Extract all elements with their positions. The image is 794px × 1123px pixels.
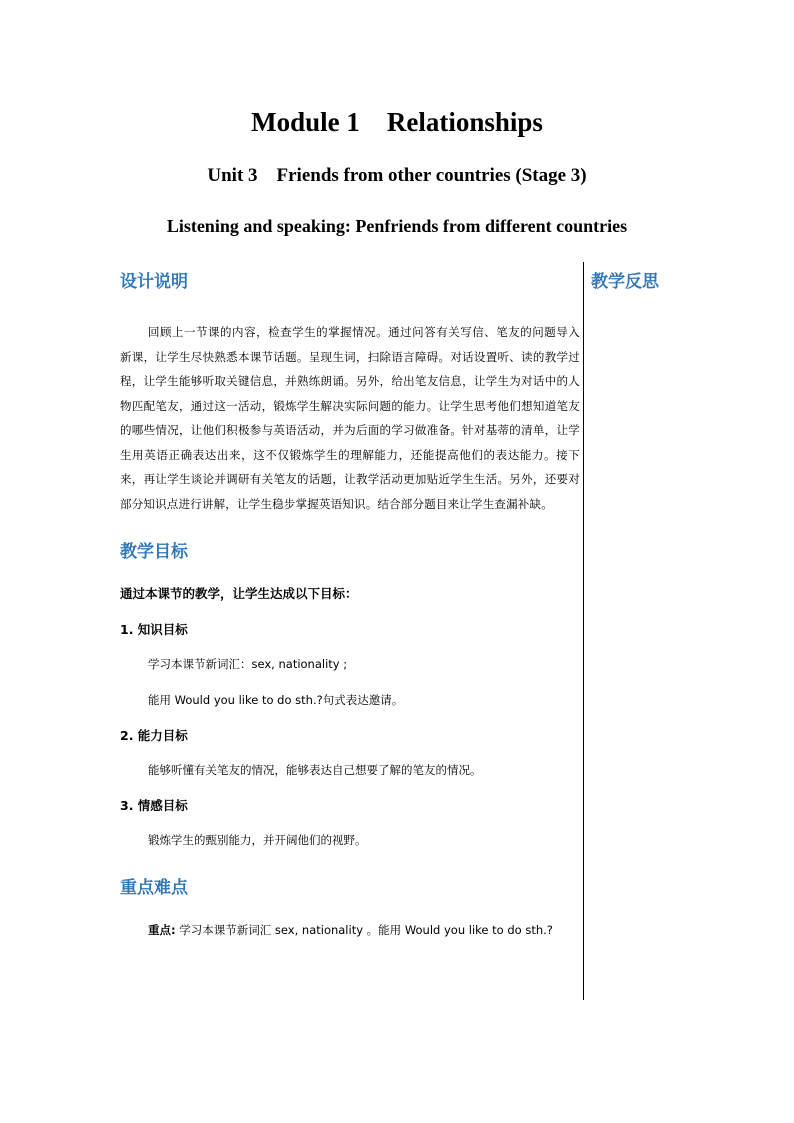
key-points-text: 学习本课节新词汇 sex, nationality 。能用 Would you like to do sth.?: [175, 923, 553, 937]
design-notes-heading: 设计说明: [120, 272, 188, 292]
key-points-heading: 重点难点: [120, 878, 188, 898]
objectives-heading: 教学目标: [120, 542, 188, 562]
lesson-title: Listening and speaking: Penfriends from different countries: [166, 216, 628, 236]
column-divider: [583, 262, 584, 1000]
reflection-heading: 教学反思: [591, 272, 659, 292]
reflection-column: [591, 262, 741, 294]
key-points-label: 重点:: [148, 923, 176, 937]
knowledge-item: 能用 Would you like to do sth.?句式表达邀请。: [148, 693, 404, 707]
design-notes-paragraph: 回顾上一节课的内容，检查学生的掌握情况。通过问答有关写信、笔友的问题导入新课，让学生尽快熟悉本课节话题。呈现生词，扫除语言障碍。对话设置听、读的教学过程，让学生能够听取关键信息，并熟练朗诵。另外，给出笔友信息，让学生为对话中的人物匹配笔友，通过这一活动，锻炼学生解决实际问题的能力。让学生思考他们想知道笔友的哪些情况，让他们积极参与英语活动，并为后面的学习做准备。针对基蒂的清单，让学生用英语正确表达出来，这不仅锻炼学生的理解能力，还能提高他们的表达能力。接下来，再让学生谈论并调研有关笔友的话题，让教学活动更加贴近学生生活。另外，还要对部分知识点进行讲解，让学生稳步掌握英语知识。结合部分题目来让学生查漏补缺。: [120, 325, 580, 511]
ability-item: 能够听懂有关笔友的情况，能够表达自己想要了解的笔友的情况。: [148, 763, 482, 777]
unit-title: Unit 3 Friends from other countries (Stage 3): [207, 165, 587, 186]
ability-objectives-heading: 2. 能力目标: [120, 728, 188, 743]
main-column: [120, 262, 580, 940]
emotion-item: 锻炼学生的甄别能力，并开阔他们的视野。: [148, 833, 367, 847]
key-points-line: [148, 920, 580, 940]
knowledge-item: 学习本课节新词汇：sex, nationality ;: [148, 657, 348, 671]
knowledge-objectives-heading: 1. 知识目标: [120, 622, 188, 637]
objectives-intro: 通过本课节的教学，让学生达成以下目标：: [120, 586, 358, 601]
emotion-objectives-heading: 3. 情感目标: [120, 798, 188, 813]
module-title: Module 1 Relationships: [251, 107, 543, 137]
